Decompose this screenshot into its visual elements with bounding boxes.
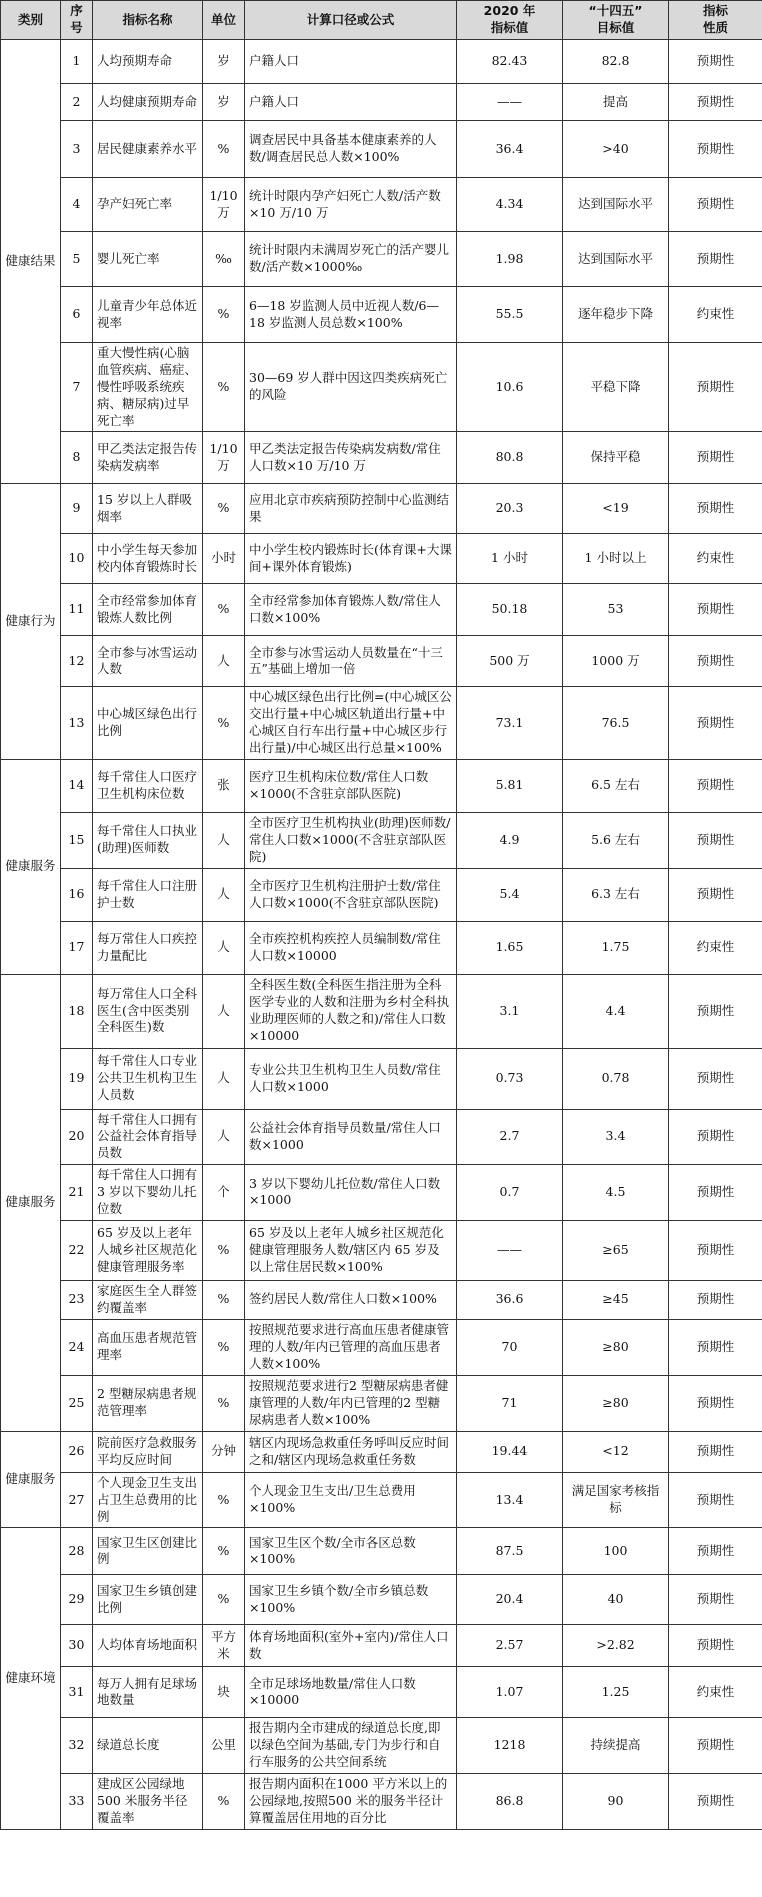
indicator-name-cell: 家庭医生全人群签约覆盖率 <box>93 1280 203 1319</box>
category-cell: 健康结果 <box>1 40 61 484</box>
indicator-name-cell: 每千常住人口专业公共卫生机构卫生人员数 <box>93 1048 203 1109</box>
row-no-cell: 5 <box>61 232 93 287</box>
indicator-name-cell: 每万常住人口全科医生(含中医类别全科医生)数 <box>93 974 203 1048</box>
unit-cell: % <box>203 1280 245 1319</box>
formula-cell: 户籍人口 <box>245 40 457 84</box>
formula-cell: 6—18 岁监测人员中近视人数/6—18 岁监测人员总数×100% <box>245 287 457 343</box>
value-2020-cell: 71 <box>457 1375 563 1431</box>
unit-cell: % <box>203 1319 245 1375</box>
table-row <box>1 1625 762 1667</box>
target-cell: 100 <box>563 1528 669 1575</box>
col-category-header: 类别 <box>1 1 61 40</box>
unit-cell: 岁 <box>203 84 245 121</box>
row-no-cell: 27 <box>61 1472 93 1528</box>
formula-cell: 全市经常参加体育锻炼人数/常住人口数×100% <box>245 584 457 636</box>
unit-cell: 公里 <box>203 1718 245 1774</box>
value-2020-cell: 2.7 <box>457 1109 563 1165</box>
unit-cell: 平方米 <box>203 1625 245 1667</box>
header-row <box>1 1 762 40</box>
table-row <box>1 759 762 812</box>
value-2020-cell: 10.6 <box>457 343 563 432</box>
formula-cell: 甲乙类法定报告传染病发病数/常住人口数×10 万/10 万 <box>245 432 457 484</box>
formula-cell: 报告期内全市建成的绿道总长度,即以绿色空间为基础,专门为步行和自行车服务的公共空间系统 <box>245 1718 457 1774</box>
indicator-name-cell: 重大慢性病(心脑血管疾病、癌症、慢性呼吸系统疾病、糖尿病)过早死亡率 <box>93 343 203 432</box>
value-2020-cell: 36.6 <box>457 1280 563 1319</box>
target-cell: 保持平稳 <box>563 432 669 484</box>
nature-cell: 预期性 <box>669 1774 762 1830</box>
nature-cell: 预期性 <box>669 1472 762 1528</box>
formula-cell: 3 岁以下婴幼儿托位数/常住人口数×1000 <box>245 1165 457 1221</box>
formula-cell: 65 岁及以上老年人城乡社区规范化健康管理服务人数/辖区内 65 岁及以上常住居民数×100% <box>245 1220 457 1280</box>
value-2020-cell: 70 <box>457 1319 563 1375</box>
row-no-cell: 8 <box>61 432 93 484</box>
value-2020-cell: 5.81 <box>457 759 563 812</box>
table-row <box>1 1220 762 1280</box>
row-no-cell: 33 <box>61 1774 93 1830</box>
value-2020-cell: —— <box>457 1220 563 1280</box>
indicator-name-cell: 婴儿死亡率 <box>93 232 203 287</box>
table-row <box>1 1575 762 1625</box>
value-2020-cell: 1.98 <box>457 232 563 287</box>
unit-cell: 块 <box>203 1667 245 1718</box>
formula-cell: 全市疾控机构疾控人员编制数/常住人口数×10000 <box>245 921 457 974</box>
nature-cell: 约束性 <box>669 1667 762 1718</box>
unit-cell: 岁 <box>203 40 245 84</box>
row-no-cell: 24 <box>61 1319 93 1375</box>
unit-cell: 人 <box>203 1109 245 1165</box>
nature-cell: 预期性 <box>669 1109 762 1165</box>
value-2020-cell: 1.07 <box>457 1667 563 1718</box>
table-row <box>1 432 762 484</box>
indicator-name-cell: 每千常住人口执业(助理)医师数 <box>93 812 203 868</box>
unit-cell: % <box>203 687 245 760</box>
target-cell: <12 <box>563 1431 669 1472</box>
table-row <box>1 1774 762 1830</box>
category-cell: 健康环境 <box>1 1528 61 1830</box>
formula-cell: 应用北京市疾病预防控制中心监测结果 <box>245 484 457 534</box>
indicator-name-cell: 甲乙类法定报告传染病发病率 <box>93 432 203 484</box>
nature-cell: 约束性 <box>669 534 762 584</box>
row-no-cell: 11 <box>61 584 93 636</box>
nature-cell: 预期性 <box>669 1375 762 1431</box>
formula-cell: 国家卫生区个数/全市各区总数×100% <box>245 1528 457 1575</box>
target-cell: 40 <box>563 1575 669 1625</box>
target-cell: 76.5 <box>563 687 669 760</box>
nature-cell: 预期性 <box>669 178 762 232</box>
nature-cell: 预期性 <box>669 40 762 84</box>
table-row <box>1 868 762 921</box>
table-row <box>1 1375 762 1431</box>
value-2020-cell: 13.4 <box>457 1472 563 1528</box>
row-no-cell: 20 <box>61 1109 93 1165</box>
value-2020-cell: 4.9 <box>457 812 563 868</box>
indicator-name-cell: 人均健康预期寿命 <box>93 84 203 121</box>
category-cell: 健康服务 <box>1 759 61 974</box>
row-no-cell: 16 <box>61 868 93 921</box>
col-target-header: “十四五” 目标值 <box>563 1 669 40</box>
indicator-name-cell: 每万常住人口疾控力量配比 <box>93 921 203 974</box>
indicator-name-cell: 高血压患者规范管理率 <box>93 1319 203 1375</box>
table-row <box>1 1048 762 1109</box>
unit-cell: 1/10 万 <box>203 178 245 232</box>
row-no-cell: 10 <box>61 534 93 584</box>
indicator-name-cell: 人均体育场地面积 <box>93 1625 203 1667</box>
table-row <box>1 534 762 584</box>
nature-cell: 预期性 <box>669 84 762 121</box>
col-value-header: 2020 年 指标值 <box>457 1 563 40</box>
target-cell: 提高 <box>563 84 669 121</box>
target-cell: 达到国际水平 <box>563 178 669 232</box>
value-2020-cell: 50.18 <box>457 584 563 636</box>
row-no-cell: 28 <box>61 1528 93 1575</box>
unit-cell: % <box>203 1774 245 1830</box>
value-2020-cell: 0.73 <box>457 1048 563 1109</box>
target-cell: ≥80 <box>563 1319 669 1375</box>
formula-cell: 中小学生校内锻炼时长(体育课+大课间+课外体育锻炼) <box>245 534 457 584</box>
nature-cell: 预期性 <box>669 1718 762 1774</box>
formula-cell: 全市参与冰雪运动人员数量在“十三五”基础上增加一倍 <box>245 636 457 687</box>
value-2020-cell: 36.4 <box>457 121 563 178</box>
formula-cell: 按照规范要求进行2 型糖尿病患者健康管理的人数/年内已管理的2 型糖尿病患者人数×100% <box>245 1375 457 1431</box>
col-no-header: 序号 <box>61 1 93 40</box>
row-no-cell: 4 <box>61 178 93 232</box>
table-row <box>1 121 762 178</box>
table-row <box>1 584 762 636</box>
unit-cell: 小时 <box>203 534 245 584</box>
nature-cell: 预期性 <box>669 1165 762 1221</box>
table-row <box>1 1319 762 1375</box>
indicator-name-cell: 中小学生每天参加校内体育锻炼时长 <box>93 534 203 584</box>
col-unit-header: 单位 <box>203 1 245 40</box>
target-cell: >2.82 <box>563 1625 669 1667</box>
formula-cell: 全市足球场地数量/常住人口数×10000 <box>245 1667 457 1718</box>
table-row <box>1 343 762 432</box>
nature-cell: 预期性 <box>669 812 762 868</box>
nature-cell: 预期性 <box>669 1431 762 1472</box>
unit-cell: % <box>203 1528 245 1575</box>
unit-cell: % <box>203 1575 245 1625</box>
target-cell: 6.3 左右 <box>563 868 669 921</box>
formula-cell: 按照规范要求进行高血压患者健康管理的人数/年内已管理的高血压患者人数×100% <box>245 1319 457 1375</box>
table-row <box>1 178 762 232</box>
indicator-name-cell: 人均预期寿命 <box>93 40 203 84</box>
formula-cell: 个人现金卫生支出/卫生总费用×100% <box>245 1472 457 1528</box>
value-2020-cell: 80.8 <box>457 432 563 484</box>
unit-cell: 人 <box>203 974 245 1048</box>
nature-cell: 预期性 <box>669 232 762 287</box>
row-no-cell: 12 <box>61 636 93 687</box>
indicator-name-cell: 中心城区绿色出行比例 <box>93 687 203 760</box>
nature-cell: 预期性 <box>669 484 762 534</box>
nature-cell: 约束性 <box>669 287 762 343</box>
row-no-cell: 31 <box>61 1667 93 1718</box>
target-cell: 1.25 <box>563 1667 669 1718</box>
row-no-cell: 23 <box>61 1280 93 1319</box>
target-cell: 1.75 <box>563 921 669 974</box>
row-no-cell: 14 <box>61 759 93 812</box>
nature-cell: 预期性 <box>669 759 762 812</box>
row-no-cell: 9 <box>61 484 93 534</box>
value-2020-cell: 55.5 <box>457 287 563 343</box>
formula-cell: 专业公共卫生机构卫生人员数/常住人口数×1000 <box>245 1048 457 1109</box>
formula-cell: 统计时限内未满周岁死亡的活产婴儿数/活产数×1000‰ <box>245 232 457 287</box>
target-cell: ≥45 <box>563 1280 669 1319</box>
table-row <box>1 232 762 287</box>
nature-cell: 预期性 <box>669 1625 762 1667</box>
nature-cell: 预期性 <box>669 974 762 1048</box>
table-row <box>1 687 762 760</box>
formula-cell: 签约居民人数/常住人口数×100% <box>245 1280 457 1319</box>
unit-cell: % <box>203 584 245 636</box>
unit-cell: 人 <box>203 1048 245 1109</box>
indicator-name-cell: 儿童青少年总体近视率 <box>93 287 203 343</box>
formula-cell: 辖区内现场急救重任务呼叫反应时间之和/辖区内现场急救重任务数 <box>245 1431 457 1472</box>
indicator-name-cell: 全市参与冰雪运动人数 <box>93 636 203 687</box>
indicator-name-cell: 绿道总长度 <box>93 1718 203 1774</box>
unit-cell: 人 <box>203 868 245 921</box>
target-cell: 4.5 <box>563 1165 669 1221</box>
table-row <box>1 974 762 1048</box>
formula-cell: 统计时限内孕产妇死亡人数/活产数×10 万/10 万 <box>245 178 457 232</box>
target-cell: 平稳下降 <box>563 343 669 432</box>
formula-cell: 30—69 岁人群中因这四类疾病死亡的风险 <box>245 343 457 432</box>
table-row <box>1 1165 762 1221</box>
unit-cell: 人 <box>203 636 245 687</box>
formula-cell: 户籍人口 <box>245 84 457 121</box>
target-cell: <19 <box>563 484 669 534</box>
target-cell: 3.4 <box>563 1109 669 1165</box>
indicator-name-cell: 居民健康素养水平 <box>93 121 203 178</box>
nature-cell: 预期性 <box>669 1220 762 1280</box>
value-2020-cell: 87.5 <box>457 1528 563 1575</box>
target-cell: 1 小时以上 <box>563 534 669 584</box>
indicator-name-cell: 孕产妇死亡率 <box>93 178 203 232</box>
table-row <box>1 287 762 343</box>
indicator-name-cell: 个人现金卫生支出占卫生总费用的比例 <box>93 1472 203 1528</box>
value-2020-cell: 5.4 <box>457 868 563 921</box>
table-row <box>1 1431 762 1472</box>
value-2020-cell: 1 小时 <box>457 534 563 584</box>
indicator-name-cell: 建成区公园绿地500 米服务半径覆盖率 <box>93 1774 203 1830</box>
value-2020-cell: 1218 <box>457 1718 563 1774</box>
table-row <box>1 1667 762 1718</box>
formula-cell: 公益社会体育指导员数量/常住人口数×1000 <box>245 1109 457 1165</box>
target-cell: 4.4 <box>563 974 669 1048</box>
value-2020-cell: 0.7 <box>457 1165 563 1221</box>
col-nature-header: 指标 性质 <box>669 1 762 40</box>
row-no-cell: 13 <box>61 687 93 760</box>
value-2020-cell: 2.57 <box>457 1625 563 1667</box>
nature-cell: 预期性 <box>669 121 762 178</box>
row-no-cell: 21 <box>61 1165 93 1221</box>
value-2020-cell: 4.34 <box>457 178 563 232</box>
category-cell: 健康服务 <box>1 974 61 1431</box>
indicator-name-cell: 每万人拥有足球场地数量 <box>93 1667 203 1718</box>
unit-cell: ‰ <box>203 232 245 287</box>
target-cell: >40 <box>563 121 669 178</box>
target-cell: 0.78 <box>563 1048 669 1109</box>
table-row <box>1 1718 762 1774</box>
unit-cell: % <box>203 1375 245 1431</box>
formula-cell: 体育场地面积(室外+室内)/常住人口数 <box>245 1625 457 1667</box>
target-cell: ≥65 <box>563 1220 669 1280</box>
row-no-cell: 19 <box>61 1048 93 1109</box>
target-cell: 53 <box>563 584 669 636</box>
category-cell: 健康行为 <box>1 484 61 760</box>
formula-cell: 全科医生数(全科医生指注册为全科医学专业的人数和注册为乡村全科执业助理医师的人数之和)/常住人口数×10000 <box>245 974 457 1048</box>
nature-cell: 预期性 <box>669 868 762 921</box>
row-no-cell: 15 <box>61 812 93 868</box>
value-2020-cell: 86.8 <box>457 1774 563 1830</box>
table-row <box>1 636 762 687</box>
row-no-cell: 32 <box>61 1718 93 1774</box>
nature-cell: 预期性 <box>669 1319 762 1375</box>
unit-cell: % <box>203 1220 245 1280</box>
table-row <box>1 921 762 974</box>
table-row <box>1 1280 762 1319</box>
target-cell: 达到国际水平 <box>563 232 669 287</box>
unit-cell: 分钟 <box>203 1431 245 1472</box>
unit-cell: % <box>203 287 245 343</box>
unit-cell: 1/10 万 <box>203 432 245 484</box>
table-row <box>1 84 762 121</box>
indicator-name-cell: 15 岁以上人群吸烟率 <box>93 484 203 534</box>
table-row <box>1 1472 762 1528</box>
row-no-cell: 7 <box>61 343 93 432</box>
indicator-name-cell: 全市经常参加体育锻炼人数比例 <box>93 584 203 636</box>
target-cell: 5.6 左右 <box>563 812 669 868</box>
formula-cell: 报告期内面积在1000 平方米以上的公园绿地,按照500 米的服务半径计算覆盖居住用地的百分比 <box>245 1774 457 1830</box>
target-cell: 6.5 左右 <box>563 759 669 812</box>
nature-cell: 约束性 <box>669 921 762 974</box>
formula-cell: 调查居民中具备基本健康素养的人数/调查居民总人数×100% <box>245 121 457 178</box>
unit-cell: 人 <box>203 921 245 974</box>
unit-cell: % <box>203 343 245 432</box>
formula-cell: 全市医疗卫生机构执业(助理)医师数/常住人口数×1000(不含驻京部队医院) <box>245 812 457 868</box>
target-cell: 90 <box>563 1774 669 1830</box>
row-no-cell: 26 <box>61 1431 93 1472</box>
nature-cell: 预期性 <box>669 432 762 484</box>
unit-cell: 个 <box>203 1165 245 1221</box>
value-2020-cell: 20.3 <box>457 484 563 534</box>
value-2020-cell: 3.1 <box>457 974 563 1048</box>
formula-cell: 国家卫生乡镇个数/全市乡镇总数×100% <box>245 1575 457 1625</box>
target-cell: ≥80 <box>563 1375 669 1431</box>
indicator-name-cell: 每千常住人口拥有公益社会体育指导员数 <box>93 1109 203 1165</box>
row-no-cell: 18 <box>61 974 93 1048</box>
value-2020-cell: 20.4 <box>457 1575 563 1625</box>
table-row <box>1 484 762 534</box>
value-2020-cell: 19.44 <box>457 1431 563 1472</box>
table-row <box>1 1528 762 1575</box>
nature-cell: 预期性 <box>669 1280 762 1319</box>
nature-cell: 预期性 <box>669 1528 762 1575</box>
nature-cell: 预期性 <box>669 343 762 432</box>
row-no-cell: 29 <box>61 1575 93 1625</box>
nature-cell: 预期性 <box>669 1575 762 1625</box>
col-formula-header: 计算口径或公式 <box>245 1 457 40</box>
target-cell: 持续提高 <box>563 1718 669 1774</box>
unit-cell: % <box>203 121 245 178</box>
value-2020-cell: 1.65 <box>457 921 563 974</box>
table-row <box>1 40 762 84</box>
formula-cell: 中心城区绿色出行比例=(中心城区公交出行量+中心城区轨道出行量+中心城区自行车出行量+中心城区步行出行量)/中心城区出行总量×100% <box>245 687 457 760</box>
nature-cell: 预期性 <box>669 1048 762 1109</box>
target-cell: 82.8 <box>563 40 669 84</box>
nature-cell: 预期性 <box>669 584 762 636</box>
indicator-name-cell: 国家卫生区创建比例 <box>93 1528 203 1575</box>
indicator-name-cell: 2 型糖尿病患者规范管理率 <box>93 1375 203 1431</box>
unit-cell: % <box>203 1472 245 1528</box>
row-no-cell: 22 <box>61 1220 93 1280</box>
indicator-name-cell: 国家卫生乡镇创建比例 <box>93 1575 203 1625</box>
table-row <box>1 812 762 868</box>
row-no-cell: 17 <box>61 921 93 974</box>
value-2020-cell: —— <box>457 84 563 121</box>
row-no-cell: 6 <box>61 287 93 343</box>
target-cell: 满足国家考核指标 <box>563 1472 669 1528</box>
row-no-cell: 3 <box>61 121 93 178</box>
col-name-header: 指标名称 <box>93 1 203 40</box>
indicator-name-cell: 每千常住人口拥有3 岁以下婴幼儿托位数 <box>93 1165 203 1221</box>
row-no-cell: 1 <box>61 40 93 84</box>
table-body <box>1 40 762 1830</box>
unit-cell: 张 <box>203 759 245 812</box>
value-2020-cell: 73.1 <box>457 687 563 760</box>
value-2020-cell: 500 万 <box>457 636 563 687</box>
table-row <box>1 1109 762 1165</box>
unit-cell: 人 <box>203 812 245 868</box>
indicator-name-cell: 每千常住人口医疗卫生机构床位数 <box>93 759 203 812</box>
row-no-cell: 2 <box>61 84 93 121</box>
formula-cell: 医疗卫生机构床位数/常住人口数×1000(不含驻京部队医院) <box>245 759 457 812</box>
indicator-name-cell: 65 岁及以上老年人城乡社区规范化健康管理服务率 <box>93 1220 203 1280</box>
row-no-cell: 30 <box>61 1625 93 1667</box>
indicator-name-cell: 每千常住人口注册护士数 <box>93 868 203 921</box>
category-cell: 健康服务 <box>1 1431 61 1528</box>
nature-cell: 预期性 <box>669 636 762 687</box>
formula-cell: 全市医疗卫生机构注册护士数/常住人口数×1000(不含驻京部队医院) <box>245 868 457 921</box>
value-2020-cell: 82.43 <box>457 40 563 84</box>
unit-cell: % <box>203 484 245 534</box>
row-no-cell: 25 <box>61 1375 93 1431</box>
nature-cell: 预期性 <box>669 687 762 760</box>
target-cell: 1000 万 <box>563 636 669 687</box>
target-cell: 逐年稳步下降 <box>563 287 669 343</box>
indicator-name-cell: 院前医疗急救服务平均反应时间 <box>93 1431 203 1472</box>
